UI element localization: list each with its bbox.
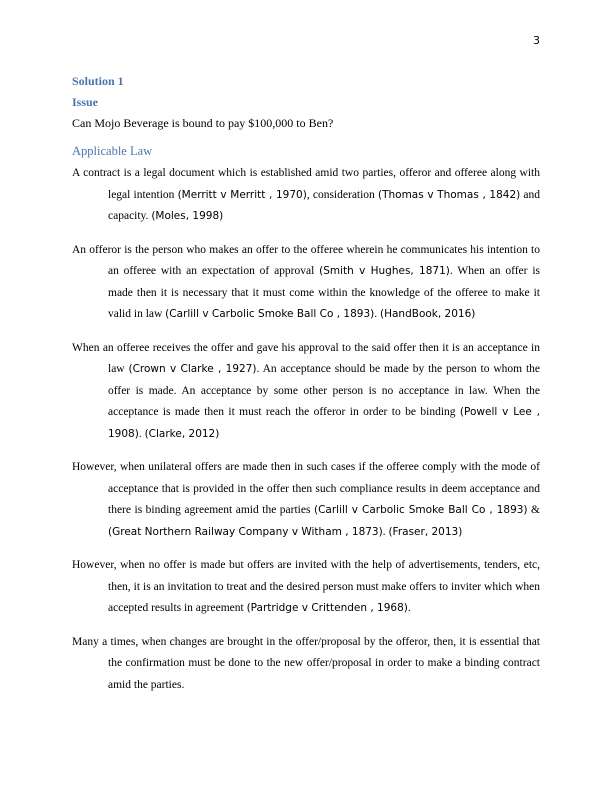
solution-heading: Solution 1 [72, 74, 124, 88]
citation: (Carlill v Carbolic Smoke Ball Co , 1893) [165, 308, 375, 320]
page-number: 3 [533, 34, 540, 47]
paragraph-text: . [374, 308, 380, 320]
body-paragraph [72, 240, 540, 326]
applicable-law-heading: Applicable Law [72, 144, 153, 158]
paragraph-text: . [138, 427, 145, 440]
citation: (Fraser, 2013) [388, 525, 463, 538]
paragraph-text: and capacity. [108, 188, 541, 222]
citation: (Clarke, 2012) [144, 427, 220, 440]
paragraph-text: When an offeree receives the offer and gave his approval to the said offer then it is an acceptance in law [72, 341, 540, 375]
paragraph-text: However, when unilateral offers are made then in such cases if the offeree comply with the mode of acceptance that is provided in the offer then such compliance results in deem acceptance and there is binding agreement amid the parties [72, 461, 540, 516]
paragraph-text: Many a times, when changes are brought in the offer/proposal by the offeror, then, it is essential that the confirmation must be done to the new offer/proposal in order to make a binding contract amid the parties. [72, 635, 540, 691]
citation: (Great Northern Railway Company v Witham , 1873) [108, 525, 383, 538]
body-paragraph [72, 163, 540, 228]
citation: (Moles, 1998) [151, 210, 224, 222]
paragraph-text: . When an offer is made then it is necessary that it must come within the knowledge of the offeree to make it valid in law [108, 265, 540, 320]
paragraph-text: , consideration [306, 188, 378, 201]
paragraph-text: . [407, 602, 411, 614]
citation: (Partridge v Crittenden , 1968) [246, 602, 408, 614]
paragraph-text: An offeror is the person who makes an offer to the offeree wherein he communicates his intention to an offeree with an expectation of approval [72, 243, 540, 277]
citation: (Smith v Hughes, 1871) [319, 265, 450, 277]
citation: (Merritt v Merritt , 1970) [177, 188, 307, 201]
issue-question: Can Mojo Beverage is bound to pay $100,000 to Ben? [72, 116, 334, 130]
paragraph-list [72, 163, 540, 696]
citation: (HandBook, 2016) [380, 308, 476, 320]
document-body [72, 72, 540, 708]
body-paragraph [72, 555, 540, 620]
body-paragraph [72, 338, 540, 446]
paragraph-text: A contract is a legal document which is established amid two parties, offeror and offeree along with legal intention [72, 167, 540, 201]
citation: (Crown v Clarke , 1927) [128, 363, 257, 375]
citation: (Powell v Lee , 1908) [108, 406, 540, 440]
citation: (Carlill v Carbolic Smoke Ball Co , 1893) [313, 504, 528, 516]
paragraph-text: . [382, 525, 389, 538]
paragraph-text: However, when no offer is made but offers are invited with the help of advertisements, tenders, etc, then, it is an invitation to treat and the desired person must make offers to inviter which when accepted results in agreement [72, 559, 540, 614]
paragraph-text: . An acceptance should be made by the person to whom the offer is made. An acceptance by some other person is no acceptance in law. When the acceptance is made then it must reach the offeror in order to be binding [108, 363, 540, 418]
body-paragraph [72, 457, 540, 543]
body-paragraph [72, 632, 540, 697]
citation: (Thomas v Thomas , 1842) [377, 188, 521, 201]
paragraph-text: & [527, 504, 540, 516]
issue-heading: Issue [72, 95, 99, 109]
